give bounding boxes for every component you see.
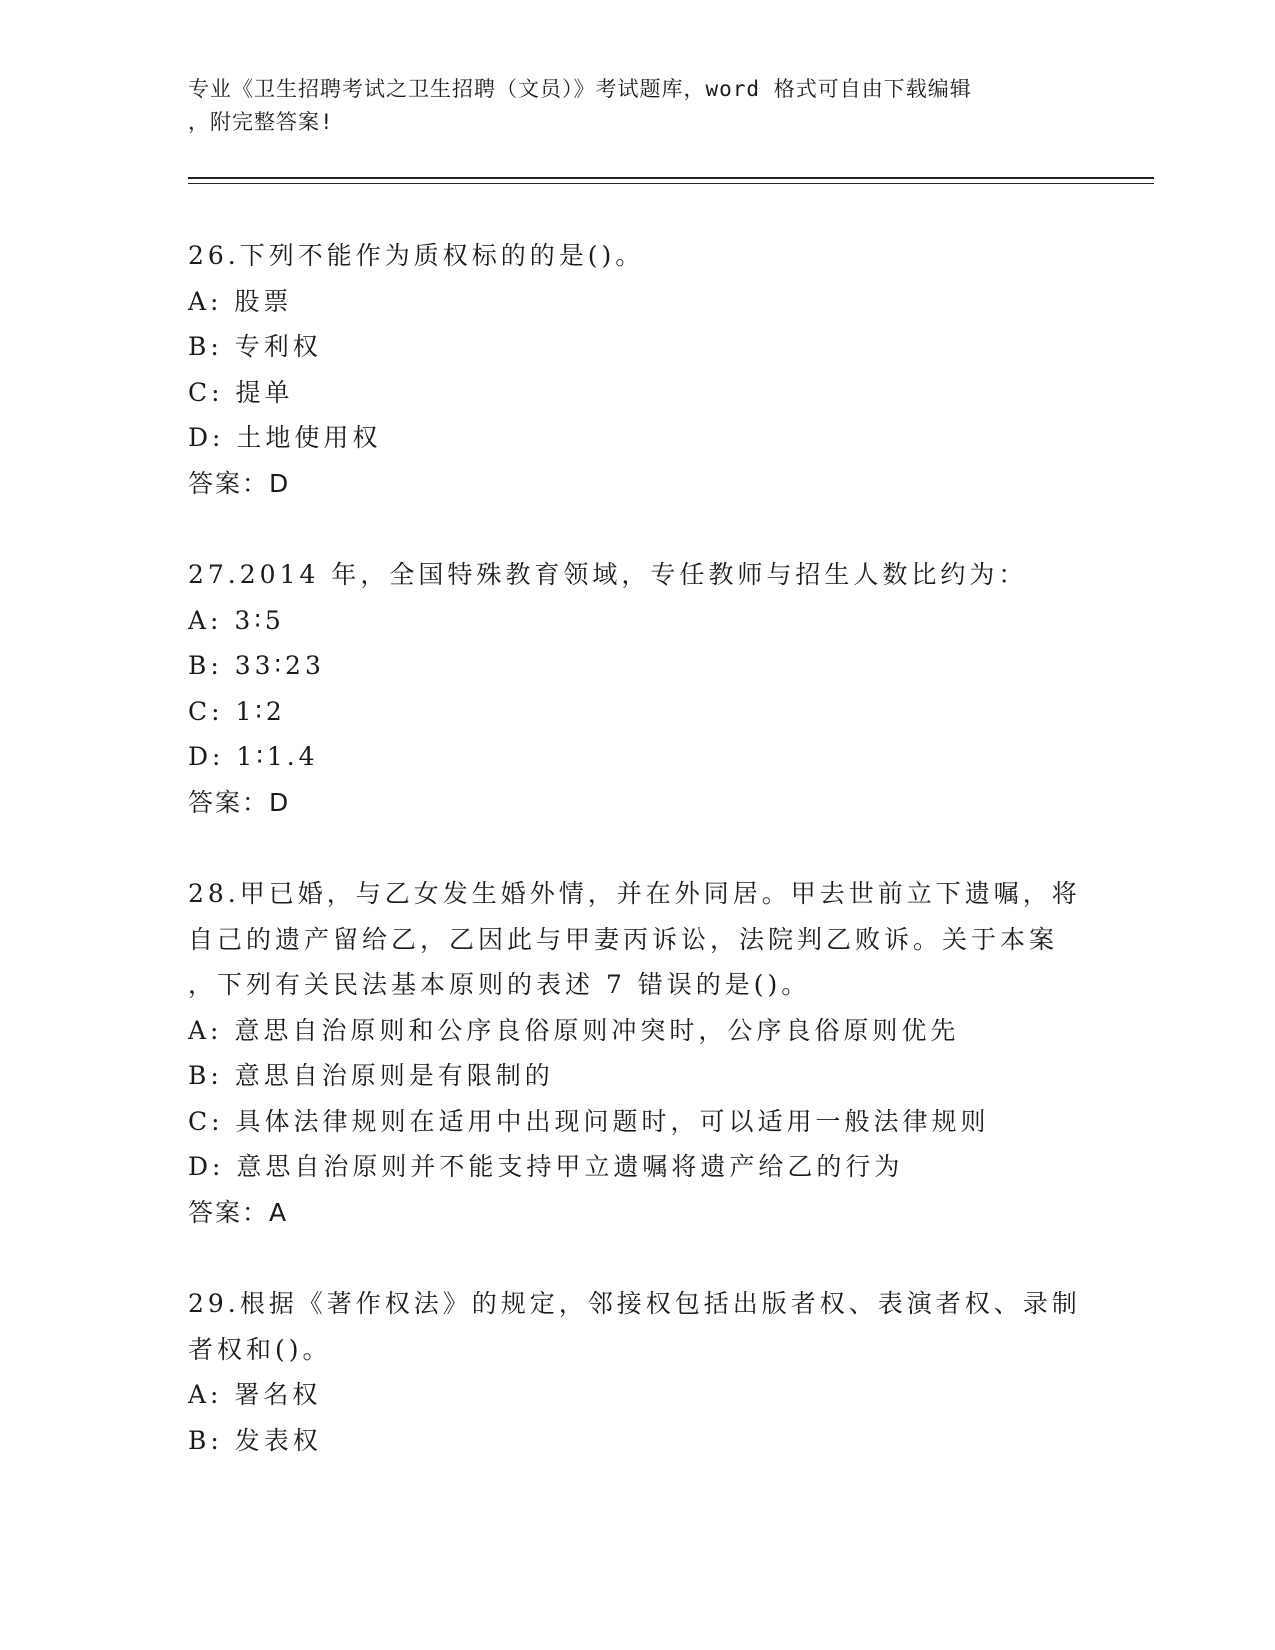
question-text-line-3: ，下列有关民法基本原则的表述 7 错误的是()。 xyxy=(188,970,811,999)
question-text-line-1: 28.甲已婚，与乙女发生婚外情，并在外同居。甲去世前立下遗嘱，将 xyxy=(188,879,1081,908)
option-a: A: 署名权 xyxy=(188,1380,322,1409)
question-text-line-1: 29.根据《著作权法》的规定，邻接权包括出版者权、表演者权、录制 xyxy=(188,1289,1081,1318)
option-d: D: 1∶1.4 xyxy=(188,742,319,771)
question-27 xyxy=(188,552,1088,825)
option-b: B: 意思自治原则是有限制的 xyxy=(188,1061,554,1090)
answer-label: 答案：A xyxy=(188,1197,289,1227)
option-d: D: 土地使用权 xyxy=(188,423,382,452)
header-divider-thick xyxy=(188,177,1154,179)
option-c: C: 具体法律规则在适用中出现问题时，可以适用一般法律规则 xyxy=(188,1106,990,1136)
answer-label: 答案：D xyxy=(188,787,291,817)
option-a: A: 股票 xyxy=(188,286,293,316)
header-line-2: ，附完整答案! xyxy=(188,110,334,134)
option-c: C: 提单 xyxy=(188,377,294,407)
option-b: B: 专利权 xyxy=(188,332,322,361)
question-text: 27.2014 年，全国特殊教育领域，专任教师与招生人数比约为： xyxy=(188,560,1028,589)
option-a: A: 3∶5 xyxy=(188,605,285,635)
question-text-line-2: 者权和()。 xyxy=(188,1334,332,1364)
option-d: D: 意思自治原则并不能支持甲立遗嘱将遗产给乙的行为 xyxy=(188,1152,904,1181)
document-header xyxy=(188,73,1068,139)
answer-label: 答案：D xyxy=(188,468,291,498)
option-a: A: 意思自治原则和公序良俗原则冲突时，公序良俗原则优先 xyxy=(188,1015,960,1045)
question-29 xyxy=(188,1281,1088,1463)
option-b: B: 33∶23 xyxy=(188,651,325,680)
option-c: C: 1∶2 xyxy=(188,696,286,726)
header-line-1: 专业《卫生招聘考试之卫生招聘（文员）》考试题库，word 格式可自由下载编辑 xyxy=(188,77,972,101)
question-text-line-2: 自己的遗产留给乙，乙因此与甲妻丙诉讼，法院判乙败诉。关于本案 xyxy=(188,924,1059,954)
question-text: 26.下列不能作为质权标的的是()。 xyxy=(188,241,645,270)
option-b: B: 发表权 xyxy=(188,1425,322,1455)
question-28 xyxy=(188,871,1088,1235)
header-divider-thin xyxy=(188,183,1154,184)
question-26 xyxy=(188,233,1088,506)
